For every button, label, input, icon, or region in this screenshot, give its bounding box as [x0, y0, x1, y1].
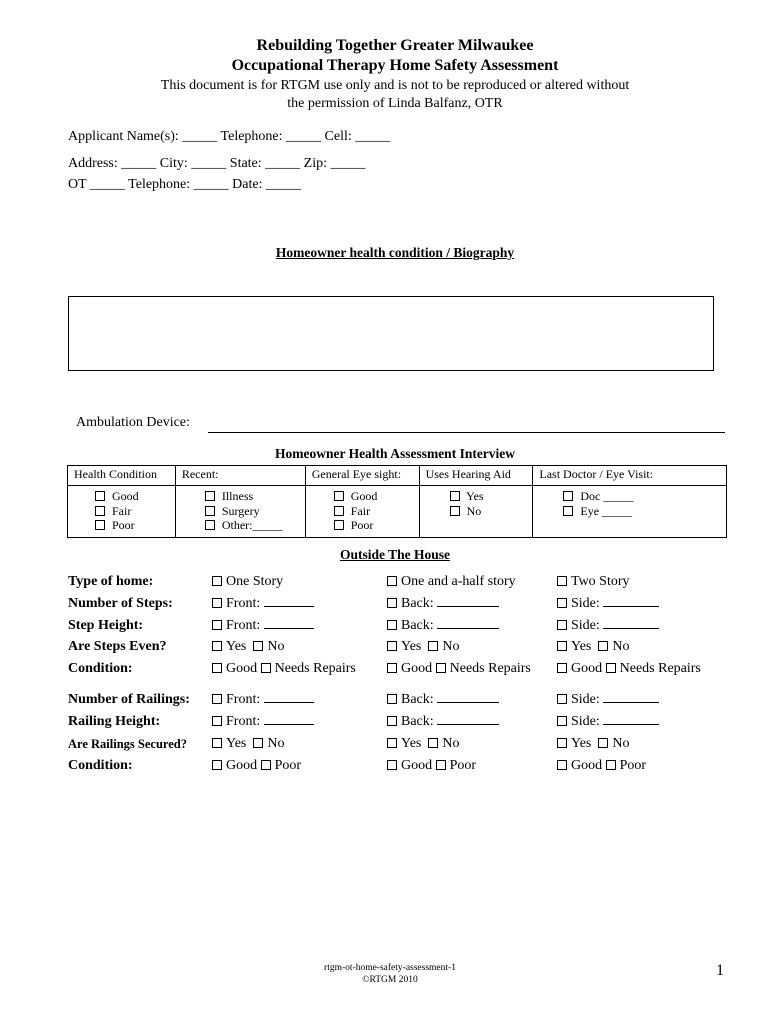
option-label: No: [612, 639, 630, 654]
blank-field[interactable]: [603, 714, 659, 725]
option-label: No: [267, 639, 285, 654]
checkbox[interactable]: [95, 520, 105, 530]
row-label: Railing Height:: [68, 714, 161, 729]
option[interactable]: [450, 504, 533, 519]
row-label: Step Height:: [68, 618, 144, 633]
option-label: Side:: [571, 714, 600, 729]
condition-group: [557, 758, 646, 774]
option-label: Good: [571, 758, 603, 773]
option-label: Two Story: [571, 574, 630, 589]
option-label: Front:: [226, 714, 261, 729]
option[interactable]: [387, 596, 499, 612]
checkbox[interactable]: [557, 641, 567, 651]
option-label: Poor: [274, 758, 302, 773]
checkbox[interactable]: [557, 738, 567, 748]
checkbox[interactable]: [387, 576, 397, 586]
option-label: No: [466, 503, 482, 518]
checkbox[interactable]: [557, 663, 567, 673]
option[interactable]: [387, 692, 499, 708]
option-label: Other:_____: [221, 518, 283, 532]
yes-no-group: [212, 639, 285, 655]
col-header: Uses Hearing Aid: [419, 466, 533, 486]
option-label: No: [267, 736, 285, 751]
row-label: Type of home:: [68, 574, 154, 589]
checkbox[interactable]: [212, 694, 222, 704]
eye-sight-options: [305, 486, 419, 538]
col-header: Recent:: [175, 466, 305, 486]
option-label: Yes: [401, 639, 422, 654]
option[interactable]: [334, 489, 419, 504]
option-label: Surgery: [221, 503, 260, 518]
option-label: Back:: [401, 596, 434, 611]
option[interactable]: [212, 574, 283, 590]
ot-line: OT _____ Telephone: _____ Date: _____: [68, 177, 301, 192]
checkbox[interactable]: [387, 716, 397, 726]
checkbox[interactable]: [253, 738, 263, 748]
blank-field[interactable]: [603, 692, 659, 703]
option-label: Good: [571, 661, 603, 676]
interview-heading: Homeowner Health Assessment Interview: [274, 446, 516, 461]
option[interactable]: [212, 618, 314, 634]
option-label: Illness: [221, 489, 254, 503]
checkbox[interactable]: [261, 663, 271, 673]
checkbox[interactable]: [387, 620, 397, 630]
option[interactable]: [95, 518, 175, 533]
option-label: Eye _____: [580, 503, 633, 518]
checkbox[interactable]: [557, 760, 567, 770]
option[interactable]: [212, 596, 314, 612]
blank-field[interactable]: [264, 596, 314, 607]
checkbox[interactable]: [563, 491, 573, 501]
col-header: Health Condition: [68, 466, 176, 486]
option-label: Poor: [350, 518, 374, 532]
option-label: Yes: [401, 736, 422, 751]
row-label: Condition:: [68, 758, 133, 773]
blank-field[interactable]: [437, 714, 499, 725]
condition-group: [387, 758, 476, 774]
option[interactable]: [450, 489, 533, 504]
checkbox[interactable]: [557, 716, 567, 726]
option[interactable]: [212, 714, 314, 730]
hearing-aid-options: [419, 486, 533, 538]
checkbox[interactable]: [212, 716, 222, 726]
condition-group: [212, 758, 301, 774]
blank-field[interactable]: [437, 692, 499, 703]
condition-group: [212, 661, 356, 677]
checkbox[interactable]: [428, 641, 438, 651]
checkbox[interactable]: [387, 760, 397, 770]
option[interactable]: [557, 692, 659, 708]
page-number: 1: [716, 962, 724, 979]
form-title: Occupational Therapy Home Safety Assessment: [231, 57, 559, 74]
checkbox[interactable]: [334, 520, 344, 530]
option-label: Back:: [401, 618, 434, 633]
address-line: Address: _____ City: _____ State: _____ Zip: _____: [68, 156, 366, 171]
checkbox[interactable]: [261, 760, 271, 770]
option[interactable]: [205, 518, 305, 533]
option-label: Side:: [571, 596, 600, 611]
option-label: Yes: [466, 489, 484, 503]
yes-no-group: [557, 639, 630, 655]
option[interactable]: [557, 618, 659, 634]
checkbox[interactable]: [436, 760, 446, 770]
checkbox[interactable]: [606, 760, 616, 770]
option-label: Yes: [226, 639, 247, 654]
row-label: Number of Steps:: [68, 596, 173, 611]
option-label: Needs Repairs: [449, 661, 531, 676]
option-label: Good: [226, 758, 258, 773]
bio-text-area[interactable]: [68, 296, 714, 371]
option[interactable]: [205, 504, 305, 519]
option[interactable]: [334, 504, 419, 519]
checkbox[interactable]: [334, 506, 344, 516]
option-label: Good: [226, 661, 258, 676]
checkbox[interactable]: [387, 641, 397, 651]
option[interactable]: [557, 714, 659, 730]
option[interactable]: [557, 596, 659, 612]
option-label: Doc _____: [580, 489, 634, 503]
option-label: Good: [350, 489, 378, 503]
option-label: Side:: [571, 692, 600, 707]
notice-line-2: the permission of Linda Balfanz, OTR: [287, 96, 503, 111]
col-header: General Eye sight:: [305, 466, 419, 486]
checkbox[interactable]: [95, 506, 105, 516]
applicant-line: Applicant Name(s): _____ Telephone: _____ Cell: _____: [68, 129, 391, 144]
option-label: Back:: [401, 714, 434, 729]
footer-copyright: ©RTGM 2010: [362, 975, 418, 985]
option-label: Needs Repairs: [274, 661, 356, 676]
ambulation-field[interactable]: [208, 432, 725, 433]
checkbox[interactable]: [557, 598, 567, 608]
checkbox[interactable]: [212, 598, 222, 608]
recent-options: [175, 486, 305, 538]
option-label: No: [442, 736, 460, 751]
blank-field[interactable]: [264, 618, 314, 629]
option-label: Good: [401, 758, 433, 773]
checkbox[interactable]: [557, 694, 567, 704]
blank-field[interactable]: [603, 596, 659, 607]
blank-field[interactable]: [264, 714, 314, 725]
checkbox[interactable]: [253, 641, 263, 651]
checkbox[interactable]: [387, 738, 397, 748]
checkbox[interactable]: [205, 491, 215, 501]
checkbox[interactable]: [387, 663, 397, 673]
condition-group: [557, 661, 701, 677]
option-label: Front:: [226, 618, 261, 633]
org-title: Rebuilding Together Greater Milwaukee: [256, 37, 534, 54]
option[interactable]: [334, 518, 419, 533]
option-label: Yes: [571, 639, 592, 654]
option[interactable]: [557, 574, 630, 590]
checkbox[interactable]: [95, 491, 105, 501]
row-label: Are Railings Secured?: [68, 737, 187, 751]
col-header: Last Doctor / Eye Visit:: [533, 466, 727, 486]
row-label: Number of Railings:: [68, 692, 190, 707]
health-interview-table: [67, 465, 727, 538]
bio-heading: Homeowner health condition / Biography: [275, 245, 515, 260]
checkbox[interactable]: [450, 506, 460, 516]
option-label: Yes: [226, 736, 247, 751]
yes-no-group: [557, 736, 630, 752]
option-label: Fair: [350, 503, 371, 518]
checkbox[interactable]: [563, 506, 573, 516]
checkbox[interactable]: [212, 738, 222, 748]
outside-heading: Outside The House: [339, 547, 451, 562]
yes-no-group: [212, 736, 285, 752]
option-label: Fair: [112, 503, 132, 518]
row-label: Condition:: [68, 661, 133, 676]
option-label: No: [612, 736, 630, 751]
option-label: Good: [401, 661, 433, 676]
checkbox[interactable]: [212, 760, 222, 770]
option-label: Poor: [112, 518, 135, 532]
checkbox[interactable]: [436, 663, 446, 673]
checkbox[interactable]: [450, 491, 460, 501]
checkbox[interactable]: [212, 641, 222, 651]
option[interactable]: [563, 489, 726, 504]
option-label: Needs Repairs: [619, 661, 701, 676]
checkbox[interactable]: [557, 620, 567, 630]
blank-field[interactable]: [437, 596, 499, 607]
option-label: Good: [112, 489, 139, 503]
checkbox[interactable]: [212, 576, 222, 586]
option-label: Poor: [619, 758, 647, 773]
checkbox[interactable]: [334, 491, 344, 501]
blank-field[interactable]: [603, 618, 659, 629]
option[interactable]: [95, 489, 175, 504]
blank-field[interactable]: [437, 618, 499, 629]
condition-group: [387, 661, 531, 677]
option-label: Yes: [571, 736, 592, 751]
footer: [290, 962, 490, 986]
checkbox[interactable]: [598, 641, 608, 651]
checkbox[interactable]: [557, 576, 567, 586]
checkbox[interactable]: [205, 506, 215, 516]
checkbox[interactable]: [387, 598, 397, 608]
footer-filename: rtgm-ot-home-safety-assessment-1: [324, 963, 456, 973]
option-label: No: [442, 639, 460, 654]
yes-no-group: [387, 736, 460, 752]
option[interactable]: [212, 692, 314, 708]
checkbox[interactable]: [205, 520, 215, 530]
option-label: Poor: [449, 758, 477, 773]
checkbox[interactable]: [598, 738, 608, 748]
row-label: Are Steps Even?: [68, 639, 167, 654]
option[interactable]: [387, 618, 499, 634]
checkbox[interactable]: [428, 738, 438, 748]
option[interactable]: [387, 714, 499, 730]
notice-line-1: This document is for RTGM use only and is not to be reproduced or altered without: [160, 78, 630, 93]
ambulation-label: Ambulation Device:: [76, 415, 190, 430]
checkbox[interactable]: [387, 694, 397, 704]
checkbox[interactable]: [212, 663, 222, 673]
option-label: Front:: [226, 596, 261, 611]
health-condition-options: [68, 486, 176, 538]
option-label: Side:: [571, 618, 600, 633]
option-label: One and a-half story: [401, 574, 516, 589]
option[interactable]: [205, 489, 305, 504]
option-label: Back:: [401, 692, 434, 707]
yes-no-group: [387, 639, 460, 655]
option-label: One Story: [226, 574, 284, 589]
checkbox[interactable]: [212, 620, 222, 630]
option[interactable]: [563, 504, 726, 519]
checkbox[interactable]: [606, 663, 616, 673]
blank-field[interactable]: [264, 692, 314, 703]
option[interactable]: [95, 504, 175, 519]
doctor-visit-options: [533, 486, 727, 538]
option-label: Front:: [226, 692, 261, 707]
option[interactable]: [387, 574, 516, 590]
